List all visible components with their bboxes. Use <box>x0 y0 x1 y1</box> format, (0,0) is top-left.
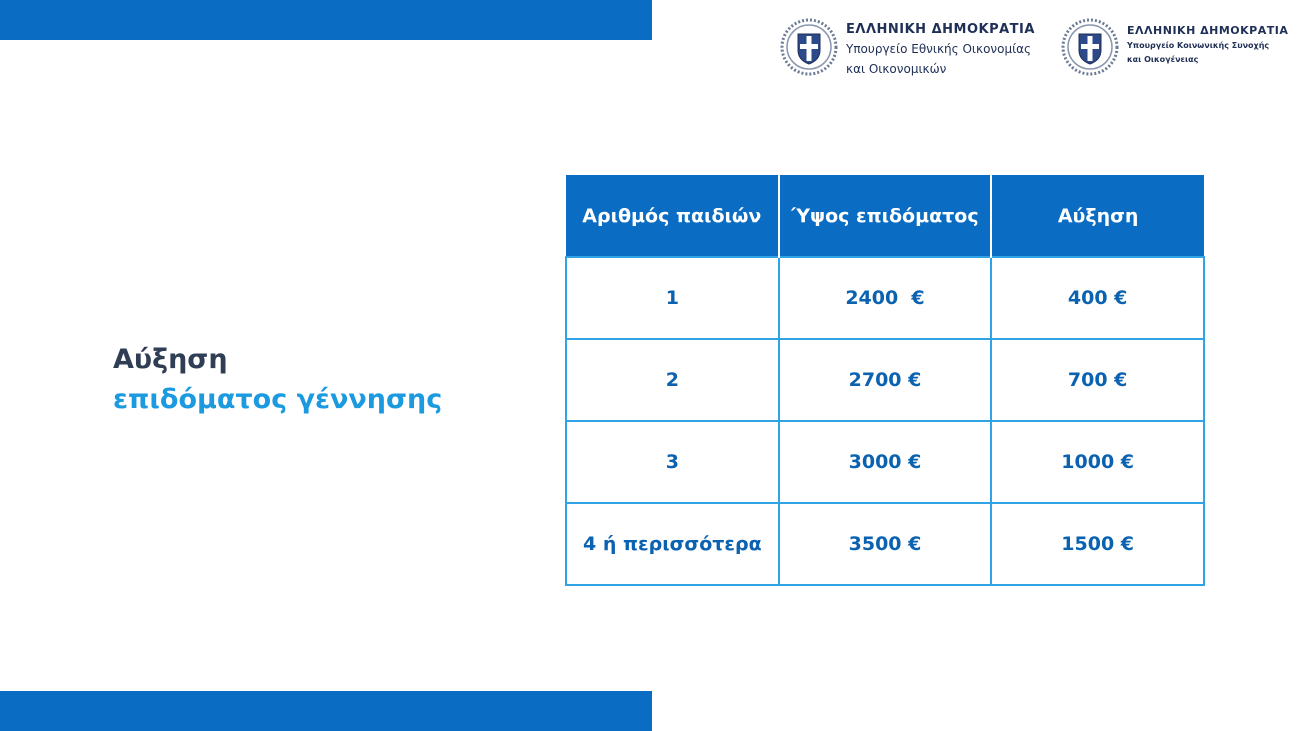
bottom-accent-bar <box>0 691 652 731</box>
benefit-table <box>565 175 1205 586</box>
table-row <box>566 257 1204 339</box>
cell-increase: 700 € <box>991 339 1204 421</box>
ministry-name-line1: Υπουργείο Εθνικής Οικονομίας <box>846 42 1032 56</box>
cell-benefit-amount: 2700 € <box>779 339 992 421</box>
logo-ministry-economy <box>780 18 1035 77</box>
table-header-row <box>566 175 1204 257</box>
cell-increase: 1500 € <box>991 503 1204 585</box>
cell-benefit-amount: 2400 € <box>779 257 992 339</box>
cell-benefit-amount: 3000 € <box>779 421 992 503</box>
cell-children-count: 2 <box>566 339 779 421</box>
header-increase: Αύξηση <box>991 175 1204 257</box>
top-accent-bar <box>0 0 652 40</box>
header-benefit-amount: Ύψος επιδόματος <box>779 175 992 257</box>
cell-children-count: 3 <box>566 421 779 503</box>
header-children-count: Αριθμός παιδιών <box>566 175 779 257</box>
slide-title <box>113 340 442 420</box>
table-row <box>566 421 1204 503</box>
logo-heading: ΕΛΛΗΝΙΚΗ ΔΗΜΟΚΡΑΤΙΑ <box>1127 24 1289 37</box>
logo-heading: ΕΛΛΗΝΙΚΗ ΔΗΜΟΚΡΑΤΙΑ <box>846 22 1035 37</box>
ministry-name-line1: Υπουργείο Κοινωνικής Συνοχής <box>1127 41 1270 50</box>
logo-ministry-social-cohesion <box>1061 18 1288 76</box>
cell-benefit-amount: 3500 € <box>779 503 992 585</box>
slide-title-line1: Αύξηση <box>113 344 228 375</box>
ministry-name-line2: και Οικονομικών <box>846 62 947 76</box>
cell-children-count: 4 ή περισσότερα <box>566 503 779 585</box>
greek-coat-of-arms-icon <box>1061 18 1119 76</box>
ministry-name-line2: και Οικογένειας <box>1127 55 1199 64</box>
slide-title-line2: επιδόματος γέννησης <box>113 384 443 415</box>
table-row <box>566 503 1204 585</box>
table-row <box>566 339 1204 421</box>
cell-increase: 1000 € <box>991 421 1204 503</box>
cell-children-count: 1 <box>566 257 779 339</box>
greek-coat-of-arms-icon <box>780 18 838 76</box>
cell-increase: 400 € <box>991 257 1204 339</box>
